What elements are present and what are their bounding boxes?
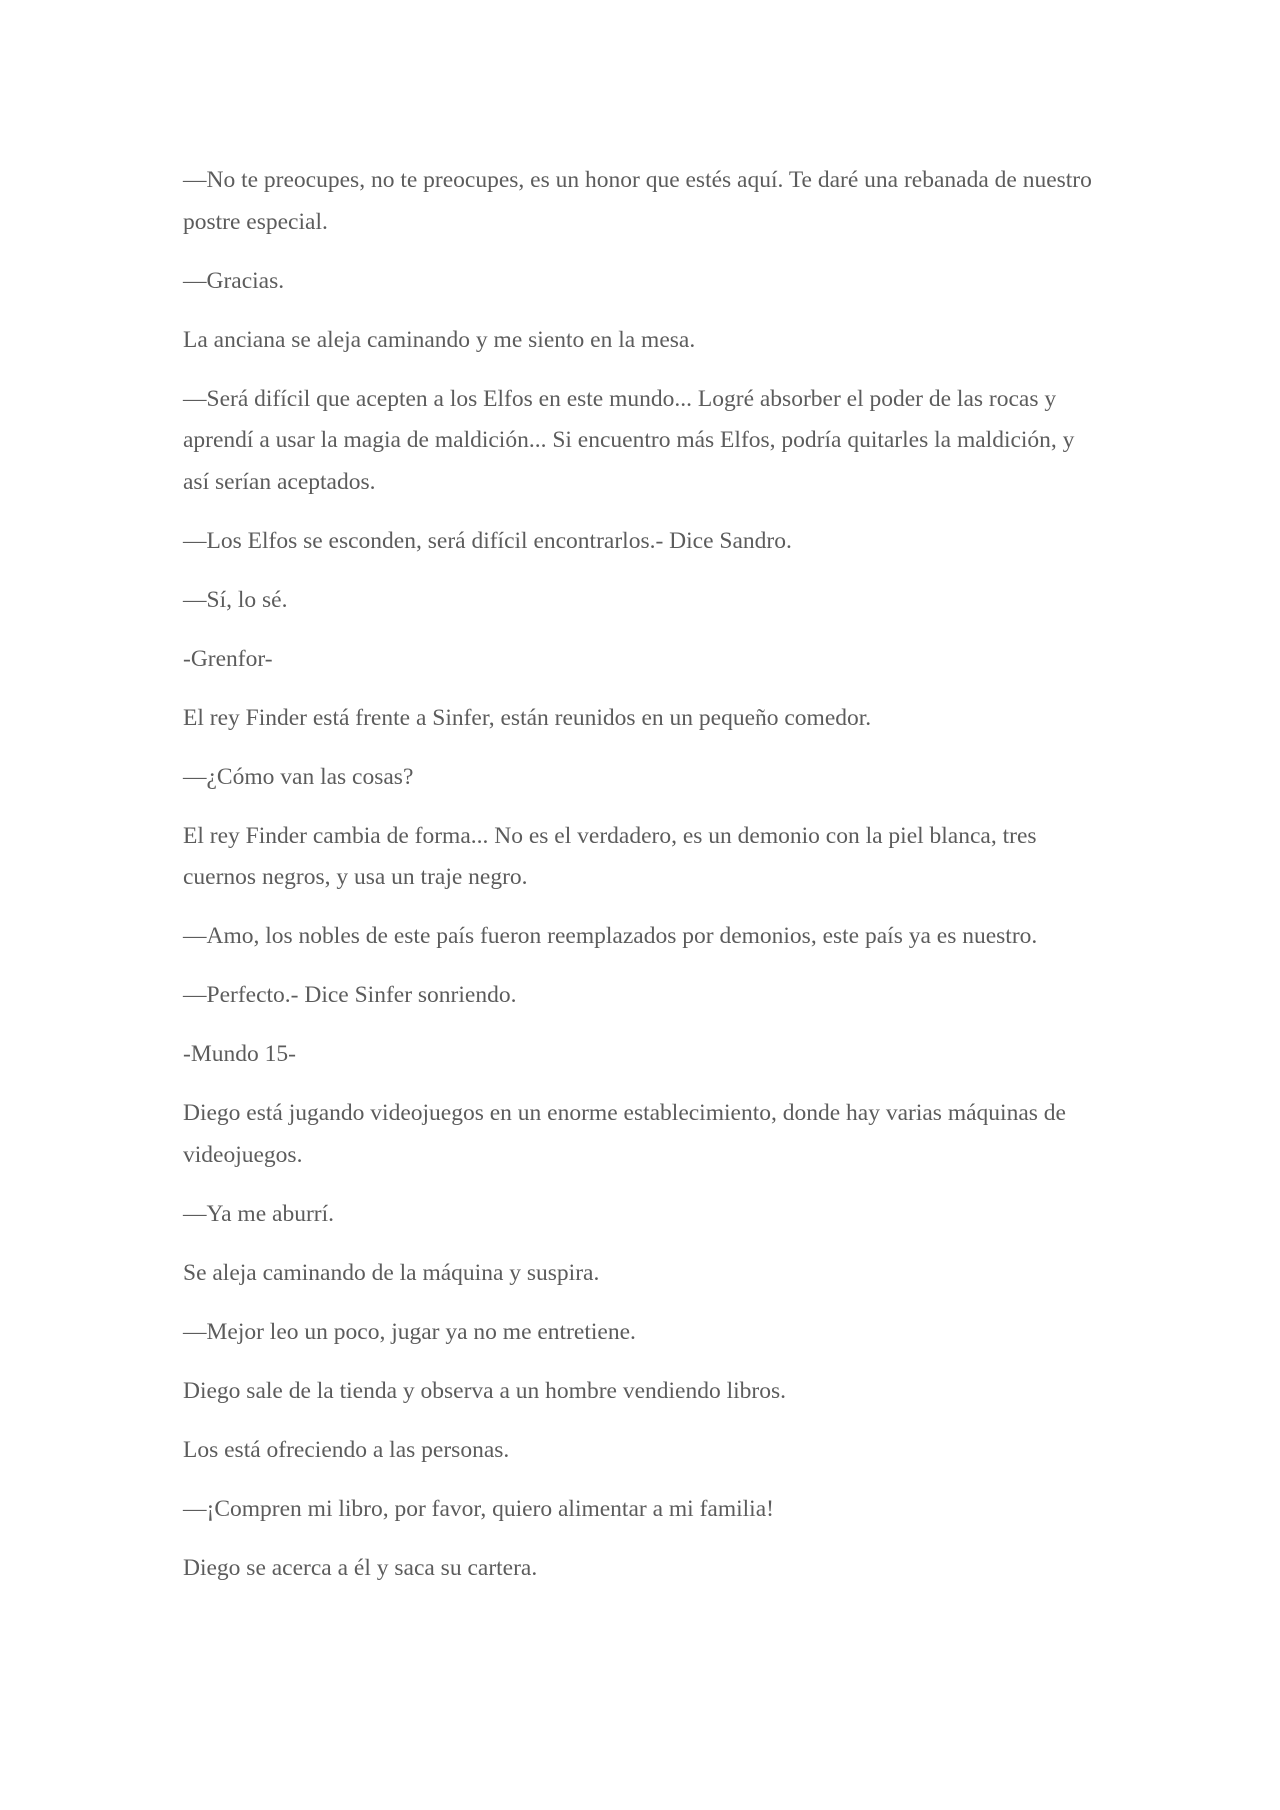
paragraph-5: —Los Elfos se esconden, será difícil encontrarlos.- Dice Sandro. <box>183 527 792 554</box>
paragraph-21: Diego se acerca a él y saca su cartera. <box>183 1554 538 1581</box>
paragraph-16: Se aleja caminando de la máquina y suspira. <box>183 1259 600 1286</box>
scene-heading-mundo-15: -Mundo 15- <box>183 1041 296 1067</box>
paragraph-2: —Gracias. <box>183 267 285 294</box>
paragraph-12: —Perfecto.- Dice Sinfer sonriendo. <box>183 982 517 1008</box>
paragraph-11: —Amo, los nobles de este país fueron reemplazados por demonios, este país ya es nuestro. <box>183 923 1038 949</box>
paragraph-8: El rey Finder está frente a Sinfer, están reunidos en un pequeño comedor. <box>183 704 872 731</box>
paragraph-3: La anciana se aleja caminando y me siento en la mesa. <box>183 326 696 353</box>
paragraph-19: Los está ofreciendo a las personas. <box>183 1436 510 1463</box>
paragraph-18: Diego sale de la tienda y observa a un hombre vendiendo libros. <box>183 1377 786 1404</box>
scene-heading-grenfor: -Grenfor- <box>183 645 273 672</box>
paragraph-4: —Será difícil que acepten a los Elfos en este mundo... Logré absorber el poder de las rocas y aprendí a usar la magia de maldición... Si encuentro más Elfos, podría quitarles la maldición, y así serían aceptados. <box>183 385 1075 495</box>
paragraph-6: —Sí, lo sé. <box>183 586 288 613</box>
paragraph-17: —Mejor leo un poco, jugar ya no me entretiene. <box>183 1318 636 1345</box>
paragraph-1: —No te preocupes, no te preocupes, es un honor que estés aquí. Te daré una rebanada de nuestro postre especial. <box>183 167 1092 235</box>
paragraph-14: Diego está jugando videojuegos en un enorme establecimiento, donde hay varias máquinas de videojuegos. <box>183 1100 1066 1168</box>
paragraph-10: El rey Finder cambia de forma... No es el verdadero, es un demonio con la piel blanca, tres cuernos negros, y usa un traje negro. <box>183 822 1037 890</box>
paragraph-15: —Ya me aburrí. <box>183 1200 334 1227</box>
paragraph-9: —¿Cómo van las cosas? <box>183 763 414 790</box>
document-body <box>183 160 1098 1607</box>
paragraph-20: —¡Compren mi libro, por favor, quiero alimentar a mi familia! <box>183 1495 774 1522</box>
